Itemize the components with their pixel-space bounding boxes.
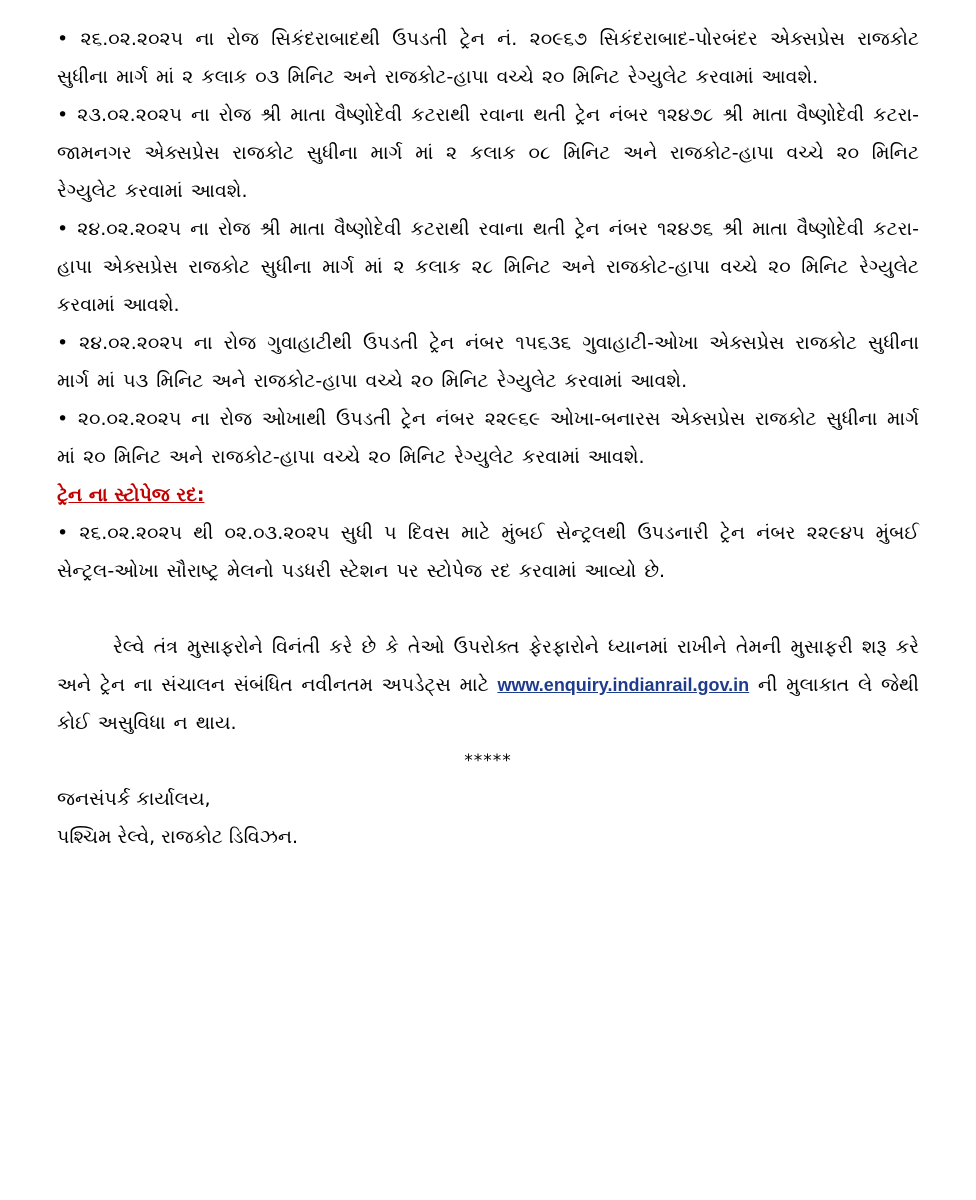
- section-separator: *****: [464, 751, 512, 771]
- stoppage-notice: • ૨૬.૦૨.૨૦૨૫ થી ૦૨.૦૩.૨૦૨૫ સુધી ૫ દિવસ માટે મુંબઈ સેન્ટ્રલથી ઉપડનારી ટ્રેન નંબર ૨૨૯૪૫ મુંબઈ સેન્ટ્રલ-ઓખા સૌરાષ્ટ્ર મેલનો પડધરી સ્ટેશન પર સ્ટોપેજ રદ કરવામાં આવ્યો છે.: [57, 522, 919, 582]
- notice-item-2: • ૨૩.૦૨.૨૦૨૫ ના રોજ શ્રી માતા વૈષ્ણોદેવી કટરાથી રવાના થતી ટ્રેન નંબર ૧૨૪૭૮ શ્રી માતા વૈષ્ણોદેવી કટરા-જામનગર એક્સપ્રેસ રાજકોટ સુધીના માર્ગ માં ૨ કલાક ૦૮ મિનિટ અને રાજકોટ-હાપા વચ્ચે ૨૦ મિનિટ રેગ્યુલેટ કરવામાં આવશે.: [57, 104, 919, 202]
- enquiry-website-link[interactable]: www.enquiry.indianrail.gov.in: [497, 675, 750, 695]
- stoppage-cancelled-heading: ટ્રેન ના સ્ટોપેજ રદ:: [57, 484, 205, 506]
- signature-office: જનસંપર્ક કાર્યાલય,: [57, 788, 211, 810]
- spacer: [57, 590, 919, 628]
- appeal-text-before: રેલ્વે તંત્ર મુસાફરોને વિનંતી કરે છે કે તેઓ ઉપરોક્ત ફેરફારોને ધ્યાનમાં રાખીને તેમની મુસાફરી શરૂ કરે અને ટ્રેન ના સંચાલન સંબંધિત નવીનતમ અપડેટ્સ માટે: [57, 636, 919, 696]
- notice-item-4: • ૨૪.૦૨.૨૦૨૫ ના રોજ ગુવાહાટીથી ઉપડતી ટ્રેન નંબર ૧૫૬૩૬ ગુવાહાટી-ઓખા એક્સપ્રેસ રાજકોટ સુધીના માર્ગ માં ૫૩ મિનિટ અને રાજકોટ-હાપા વચ્ચે ૨૦ મિનિટ રેગ્યુલેટ કરવામાં આવશે.: [57, 332, 919, 392]
- press-release-page: [57, 20, 919, 856]
- notice-item-5: • ૨૦.૦૨.૨૦૨૫ ના રોજ ઓખાથી ઉપડતી ટ્રેન નંબર ૨૨૯૬૯ ઓખા-બનારસ એક્સપ્રેસ રાજકોટ સુધીના માર્ગ માં ૨૦ મિનિટ અને રાજકોટ-હાપા વચ્ચે ૨૦ મિનિટ રેગ્યુલેટ કરવામાં આવશે.: [57, 408, 919, 468]
- signature-division: પશ્ચિમ રેલ્વે, રાજકોટ ડિવિઝન.: [57, 826, 299, 848]
- appeal-paragraph: [57, 628, 919, 742]
- notice-item-3: • ૨૪.૦૨.૨૦૨૫ ના રોજ શ્રી માતા વૈષ્ણોદેવી કટરાથી રવાના થતી ટ્રેન નંબર ૧૨૪૭૬ શ્રી માતા વૈષ્ણોદેવી કટરા-હાપા એક્સપ્રેસ રાજકોટ સુધીના માર્ગ માં ૨ કલાક ૨૮ મિનિટ અને રાજકોટ-હાપા વચ્ચે ૨૦ મિનિટ રેગ્યુલેટ કરવામાં આવશે.: [57, 218, 919, 316]
- notice-item-1: • ૨૬.૦૨.૨૦૨૫ ના રોજ સિકંદરાબાદથી ઉપડતી ટ્રેન નં. ૨૦૯૬૭ સિકંદરાબાદ-પોરબંદર એક્સપ્રેસ રાજકોટ સુધીના માર્ગ માં ૨ કલાક ૦૩ મિનિટ અને રાજકોટ-હાપા વચ્ચે ૨૦ મિનિટ રેગ્યુલેટ કરવામાં આવશે.: [57, 28, 919, 88]
- appeal-text-after: ની મુલાકાત લે જેથી કોઈ અસુવિધા ન થાય.: [57, 674, 919, 734]
